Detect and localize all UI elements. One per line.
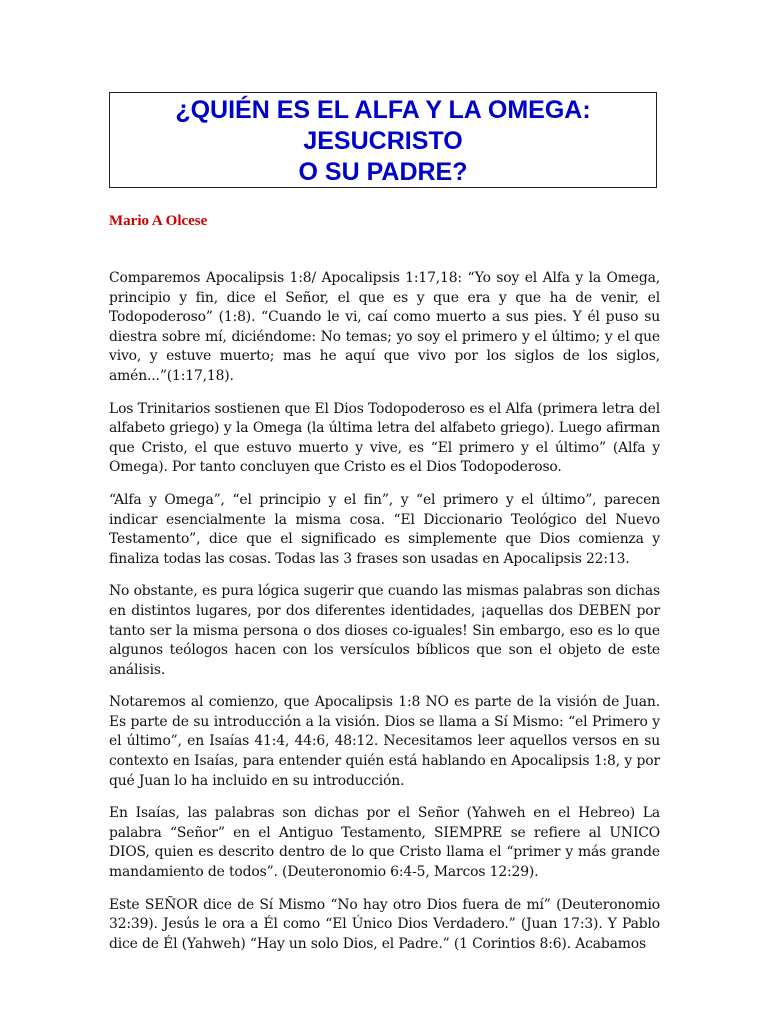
title-line-2: JESUCRISTO: [303, 127, 463, 155]
paragraph-2: Los Trinitarios sostienen que El Dios Todopoderoso es el Alfa (primera letra del alfabeto griego) y la Omega (la última letra del alfabeto griego). Luego afirman que Cristo, el que estuvo muerto y vive, es “El primero y el último” (Alfa y Omega). Por tanto concluyen que Cristo es el Dios Todopoderoso.: [109, 400, 660, 476]
paragraph-1: Comparemos Apocalipsis 1:8/ Apocalipsis 1:17,18: “Yo soy el Alfa y la Omega, principio y fin, dice el Señor, el que es y que era y que ha de venir, el Todopoderoso” (1:8). “Cuando le vi, caí como muerto a sus pies. Y él puso su diestra sobre mí, diciéndome: No temas; yo soy el primero y el último; y el que vivo, y estuve muerto; mas he aquí que vivo por los siglos de los siglos, amén...”(1:17,18).: [109, 270, 660, 384]
body-text: [109, 269, 660, 967]
paragraph-5: Notaremos al comienzo, que Apocalipsis 1:8 NO es parte de la visión de Juan. Es parte de su introducción a la visión. Dios se llama a Sí Mismo: “el Primero y el último”, en Isaías 41:4, 44:6, 48:12. Necesitamos leer aquellos versos en su contexto en Isaías, para entender quién está hablando en Apocalipsis 1:8, y por qué Juan lo ha incluido en su introducción.: [109, 694, 660, 789]
title-box: [109, 92, 657, 188]
author-name: Mario A Olcese: [109, 213, 208, 229]
paragraph-3: “Alfa y Omega”, “el principio y el fin”, y “el primero y el último”, parecen indicar esencialmente la misma cosa. “El Diccionario Teológico del Nuevo Testamento”, dice que el significado es simplemente que Dios comienza y finaliza todas las cosas. Todas las 3 frases son usadas en Apocalipsis 22:13.: [109, 491, 660, 567]
paragraph-6: En Isaías, las palabras son dichas por el Señor (Yahweh en el Hebreo) La palabra “Señor” en el Antiguo Testamento, SIEMPRE se refiere al UNICO DIOS, quien es descrito dentro de lo que Cristo llama el “primer y más grande mandamiento de todos”. (Deuteronomio 6:4-5, Marcos 12:29).: [109, 805, 660, 881]
title-line-1: ¿QUIÉN ES EL ALFA Y LA OMEGA:: [175, 96, 591, 124]
paragraph-4: No obstante, es pura lógica sugerir que cuando las mismas palabras son dichas en distintos lugares, por dos diferentes identidades, ¡aquellas dos DEBEN por tanto ser la misma persona o dos dioses co-iguales! Sin embargo, eso es lo que algunos teólogos hacen con los versículos bíblicos que son el objeto de este análisis.: [109, 583, 660, 678]
title-line-3: O SU PADRE?: [298, 158, 468, 186]
paragraph-7: Este SEÑOR dice de Sí Mismo “No hay otro Dios fuera de mí” (Deuteronomio 32:39). Jesús le ora a Él como “El Único Dios Verdadero.” (Juan 17:3). Y Pablo dice de Él (Yahweh) “Hay un solo Dios, el Padre.” (1 Corintios 8:6). Acabamos: [109, 896, 660, 952]
